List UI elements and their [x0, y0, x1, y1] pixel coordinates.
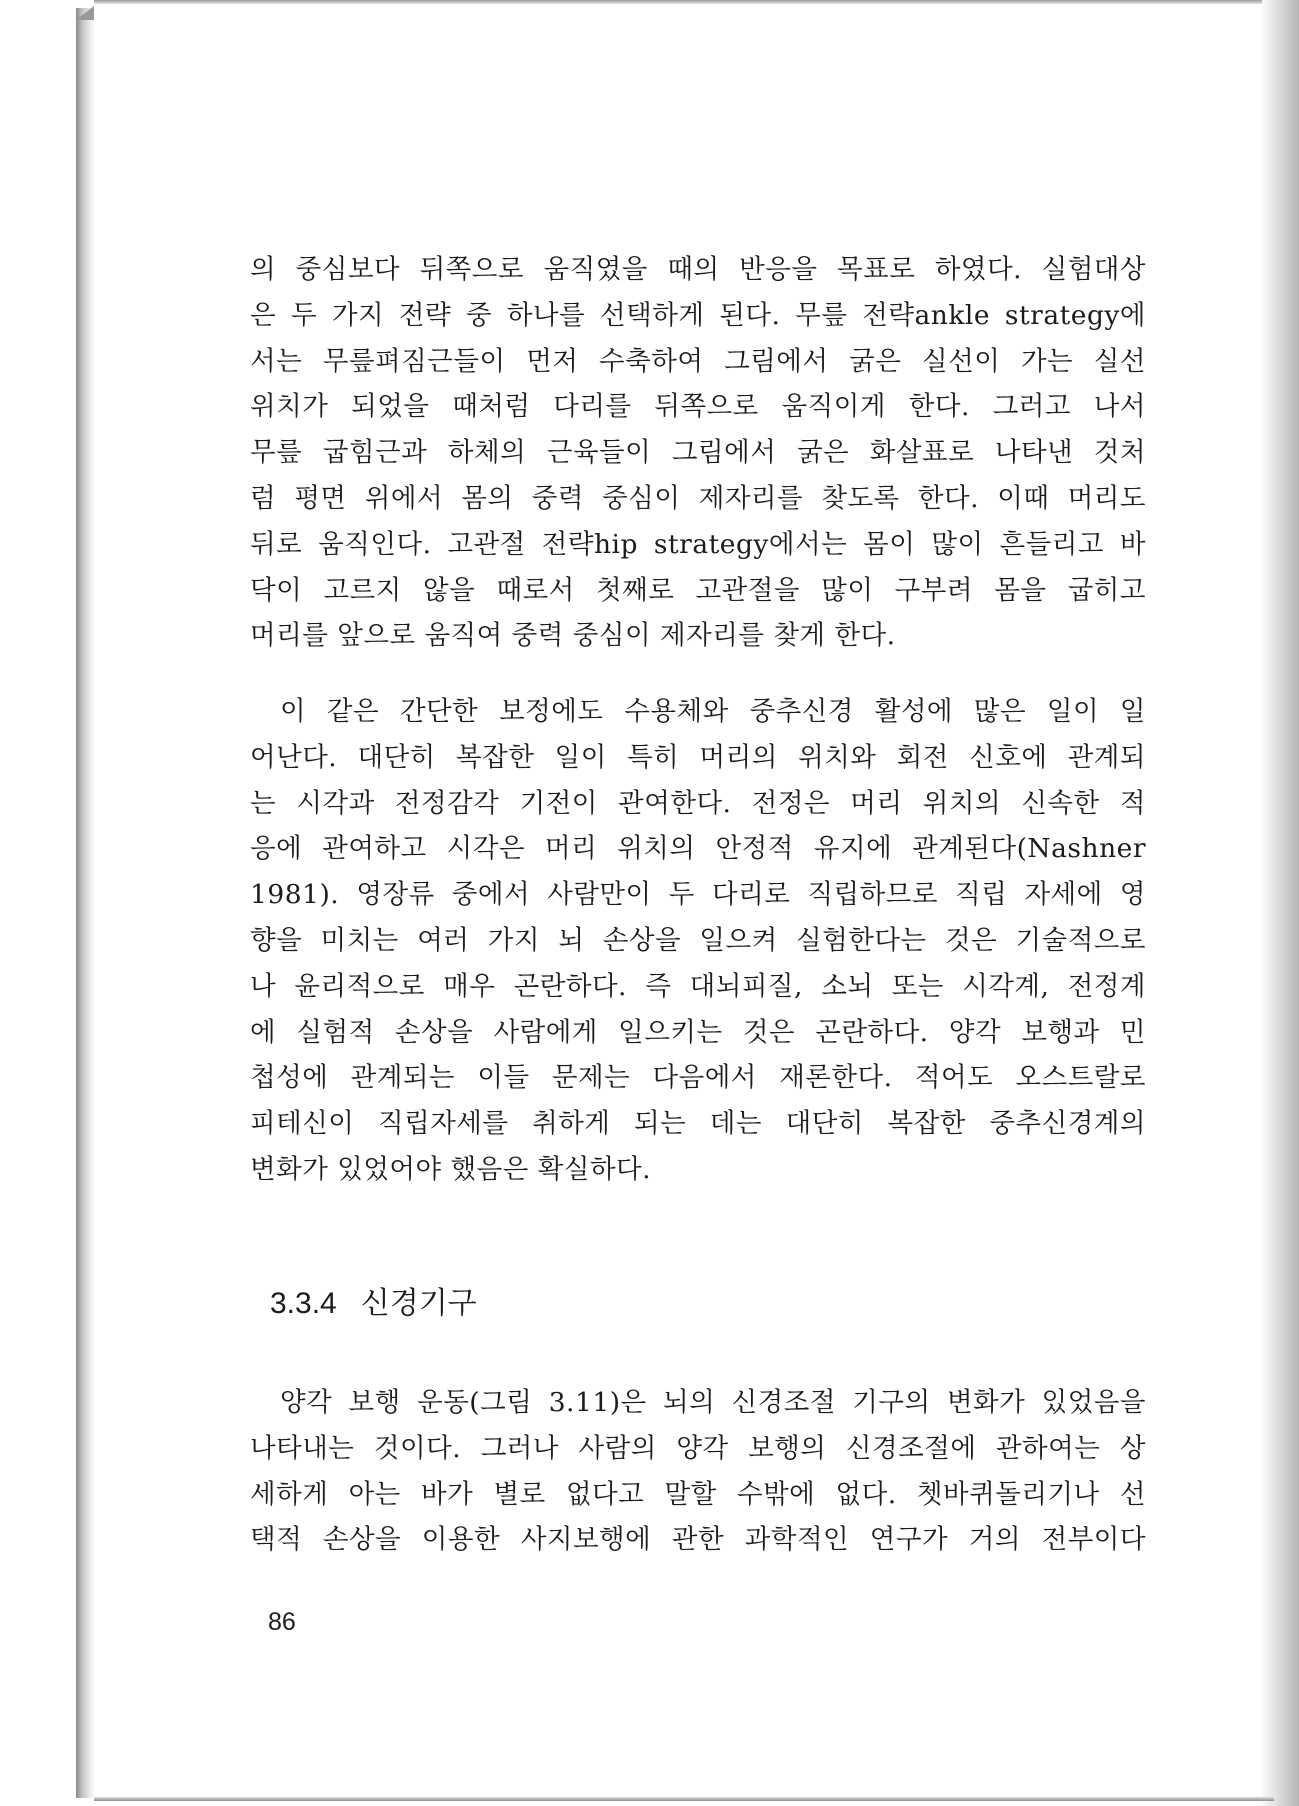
text-line: 무릎 굽힘근과 하체의 근육들이 그림에서 굵은 화살표로 나타낸 것처 [250, 437, 1146, 469]
section-heading [270, 1278, 477, 1322]
paragraph-neural-control [250, 1380, 1146, 1563]
text-line: 어난다. 대단히 복잡한 일이 특히 머리의 위치와 회전 신호에 관계되 [250, 741, 1146, 773]
text-line: 응에 관여하고 시각은 머리 위치의 안정적 유지에 관계된다(Nashner [250, 833, 1146, 865]
text-line: 는 시각과 전정감각 기전이 관여한다. 전정은 머리 위치의 신속한 적 [250, 787, 1146, 819]
text-line: 의 중심보다 뒤쪽으로 움직였을 때의 반응을 목표로 하였다. 실험대상 [250, 254, 1146, 285]
page-left-edge [76, 8, 94, 1798]
text-line: 피테신이 직립자세를 취하게 되는 데는 대단히 복잡한 중추신경계의 [250, 1108, 1146, 1140]
text-line: 향을 미치는 여러 가지 뇌 손상을 일으켜 실험한다는 것은 기술적으로 [250, 924, 1146, 956]
text-line: 서는 무릎펴짐근들이 먼저 수축하여 그림에서 굵은 실선이 가는 실선 [250, 345, 1146, 377]
text-line: 이 같은 간단한 보정에도 수용체와 중추신경 활성에 많은 일이 일 [280, 696, 1146, 727]
text-line: 변화가 있었어야 했음은 확실하다. [250, 1153, 652, 1185]
page-right-shadow [1262, 0, 1299, 1806]
text-line: 1981). 영장류 중에서 사람만이 두 다리로 직립하므로 직립 자세에 영 [250, 879, 1146, 911]
paragraph-ankle-hip-strategy [250, 247, 1146, 659]
text-line: 에 실험적 손상을 사람에게 일으키는 것은 곤란하다. 양각 보행과 민 [250, 1016, 1146, 1048]
text-line: 세하게 아는 바가 별로 없다고 말할 수밖에 없다. 쳇바퀴돌리기나 선 [250, 1478, 1146, 1510]
section-number: 3.3.4 [270, 1287, 337, 1320]
text-line: 택적 손상을 이용한 사지보행에 관한 과학적인 연구가 거의 전부이다 [250, 1524, 1146, 1556]
text-line: 닥이 고르지 않을 때로서 첫째로 고관절을 많이 구부려 몸을 굽히고 [250, 574, 1146, 606]
page-number: 86 [268, 1608, 296, 1636]
text-line: 럼 평면 위에서 몸의 중력 중심이 제자리를 찾도록 한다. 이때 머리도 [250, 482, 1146, 514]
text-line: 나타내는 것이다. 그러나 사람의 양각 보행의 신경조절에 관하여는 상 [250, 1432, 1146, 1464]
text-line: 나 윤리적으로 매우 곤란하다. 즉 대뇌피질, 소뇌 또는 시각계, 전정계 [250, 970, 1146, 1002]
text-line: 첩성에 관계되는 이들 문제는 다음에서 재론한다. 적어도 오스트랄로 [250, 1062, 1146, 1094]
text-line: 머리를 앞으로 움직여 중력 중심이 제자리를 찾게 한다. [250, 620, 896, 652]
page-bottom-edge [94, 1797, 1274, 1801]
page-left-edge-corner [76, 6, 94, 20]
text-line: 뒤로 움직인다. 고관절 전략hip strategy에서는 몸이 많이 흔들리고 바 [250, 528, 1146, 560]
text-line: 위치가 되었을 때처럼 다리를 뒤쪽으로 움직이게 한다. 그러고 나서 [250, 391, 1146, 423]
section-title: 신경기구 [360, 1287, 477, 1320]
text-line: 양각 보행 운동(그림 3.11)은 뇌의 신경조절 기구의 변화가 있었음을 [280, 1387, 1146, 1418]
paragraph-vestibular-visual [250, 689, 1146, 1193]
text-line: 은 두 가지 전략 중 하나를 선택하게 된다. 무릎 전략ankle strategy에 [250, 299, 1146, 331]
